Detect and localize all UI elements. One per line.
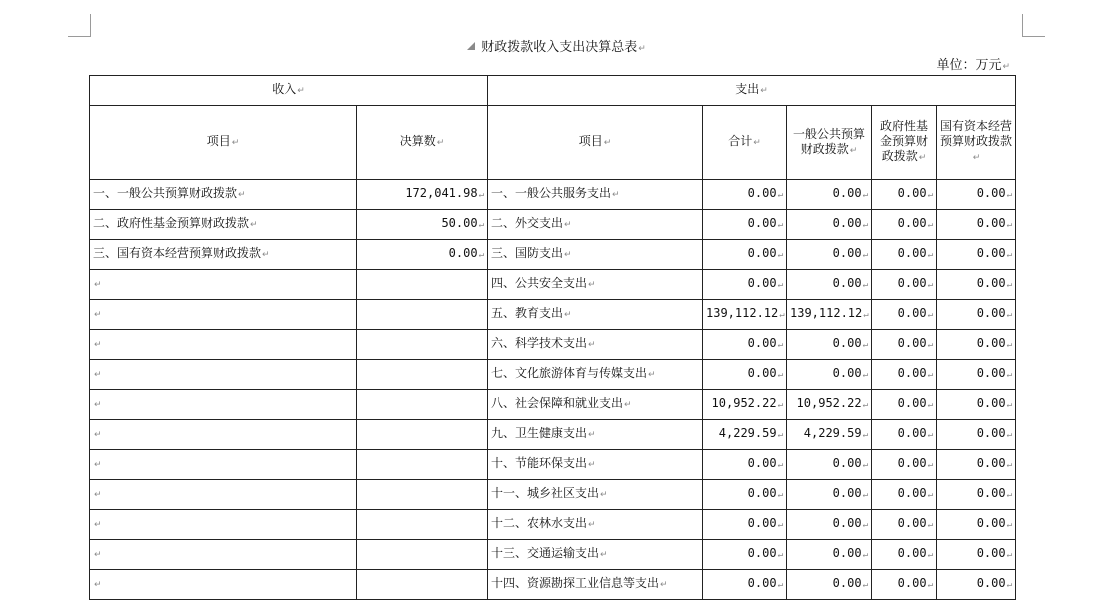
paragraph-mark-icon: ↵ [927, 250, 933, 260]
paragraph-mark-icon: ↵ [94, 370, 102, 380]
state-capital-cell: 0.00↵ [937, 210, 1016, 240]
budget-summary-table [89, 75, 1016, 600]
paragraph-mark-icon: ↵ [660, 580, 668, 590]
paragraph-mark-icon: ↵ [927, 460, 933, 470]
state-capital-cell: 0.00↵ [937, 240, 1016, 270]
gov-fund-cell: 0.00↵ [872, 360, 937, 390]
paragraph-mark-icon: ↵ [1006, 580, 1013, 590]
general-budget-cell: 0.00↵ [787, 210, 872, 240]
paragraph-mark-icon: ↵ [564, 250, 572, 260]
paragraph-mark-icon: ↵ [648, 370, 656, 380]
gov-fund-cell: 0.00↵ [872, 330, 937, 360]
paragraph-mark-icon: ↵ [600, 550, 608, 560]
paragraph-mark-icon: ↵ [779, 310, 785, 320]
paragraph-mark-icon: ↵ [94, 460, 102, 470]
expense-item-header: 项目↵ [488, 106, 703, 180]
income-amount-cell [357, 360, 488, 390]
paragraph-mark-icon: ↵ [1006, 280, 1013, 290]
paragraph-mark-icon: ↵ [927, 490, 933, 500]
paragraph-mark-icon: ↵ [862, 460, 868, 470]
state-capital-cell: 0.00↵ [937, 540, 1016, 570]
paragraph-mark-icon: ↵ [588, 430, 596, 440]
state-capital-cell: 0.00↵ [937, 510, 1016, 540]
general-budget-cell: 0.00↵ [787, 180, 872, 210]
income-amount-cell [357, 450, 488, 480]
general-budget-cell: 0.00↵ [787, 480, 872, 510]
general-budget-cell: 0.00↵ [787, 240, 872, 270]
paragraph-mark-icon: ↵ [94, 310, 102, 320]
income-item-cell [90, 570, 357, 600]
table-row [90, 420, 1016, 450]
paragraph-mark-icon: ↵ [927, 310, 933, 320]
paragraph-mark-icon: ↵ [927, 340, 933, 350]
general-budget-cell: 0.00↵ [787, 570, 872, 600]
general-budget-cell: 0.00↵ [787, 510, 872, 540]
paragraph-mark-icon: ↵ [777, 580, 783, 590]
paragraph-mark-icon: ↵ [94, 430, 102, 440]
paragraph-mark-icon: ↵ [478, 250, 484, 260]
paragraph-mark-icon: ↵ [777, 550, 783, 560]
income-item-cell: 一、一般公共预算财政拨款↵ [90, 180, 357, 210]
income-amount-cell: 50.00↵ [357, 210, 488, 240]
paragraph-mark-icon: ↵ [862, 520, 868, 530]
income-amount-cell [357, 420, 488, 450]
income-amount-cell [357, 330, 488, 360]
paragraph-mark-icon: ↵ [862, 280, 868, 290]
state-capital-cell: 0.00↵ [937, 570, 1016, 600]
paragraph-mark-icon: ↵ [1006, 550, 1013, 560]
paragraph-mark-icon: ↵ [927, 580, 933, 590]
total-cell: 0.00↵ [703, 510, 787, 540]
paragraph-mark-icon: ↵ [1006, 430, 1013, 440]
total-cell: 139,112.12↵ [703, 300, 787, 330]
paragraph-mark-icon: ↵ [1006, 190, 1013, 200]
income-item-cell [90, 510, 357, 540]
expense-item-cell: 九、卫生健康支出↵ [488, 420, 703, 450]
income-amount-cell: 0.00↵ [357, 240, 488, 270]
header-row-group [90, 76, 1016, 106]
general-budget-cell: 0.00↵ [787, 540, 872, 570]
total-cell: 0.00↵ [703, 240, 787, 270]
expense-item-cell: 三、国防支出↵ [488, 240, 703, 270]
general-budget-cell: 0.00↵ [787, 450, 872, 480]
paragraph-mark-icon: ↵ [927, 400, 933, 410]
expense-item-cell: 四、公共安全支出↵ [488, 270, 703, 300]
table-row [90, 300, 1016, 330]
income-amount-cell [357, 390, 488, 420]
expense-item-cell: 十三、交通运输支出↵ [488, 540, 703, 570]
total-cell: 0.00↵ [703, 270, 787, 300]
expense-item-cell: 一、一般公共服务支出↵ [488, 180, 703, 210]
paragraph-mark-icon: ↵ [94, 580, 102, 590]
paragraph-mark-icon: ↵ [777, 190, 783, 200]
paragraph-mark-icon: ↵ [94, 550, 102, 560]
table-row [90, 390, 1016, 420]
state-capital-cell: 0.00↵ [937, 270, 1016, 300]
paragraph-mark-icon: ↵ [94, 520, 102, 530]
paragraph-mark-icon: ↵ [1006, 520, 1013, 530]
general-budget-cell: 10,952.22↵ [787, 390, 872, 420]
paragraph-mark-icon: ↵ [94, 490, 102, 500]
total-cell: 0.00↵ [703, 450, 787, 480]
unit-text: 单位：万元 [936, 58, 1002, 73]
paragraph-mark-icon: ↵ [564, 220, 572, 230]
paragraph-mark-icon: ↵ [927, 550, 933, 560]
income-item-cell: 三、国有资本经营预算财政拨款↵ [90, 240, 357, 270]
paragraph-mark-icon: ↵ [564, 310, 572, 320]
income-amount-cell [357, 540, 488, 570]
paragraph-mark-icon: ↵ [863, 310, 869, 320]
table-row [90, 180, 1016, 210]
paragraph-mark-icon: ↵ [1006, 490, 1013, 500]
paragraph-mark-icon: ↵ [478, 190, 484, 200]
table-row [90, 240, 1016, 270]
paragraph-mark-icon: ↵ [777, 340, 783, 350]
state-capital-cell: 0.00↵ [937, 360, 1016, 390]
paragraph-mark-icon: ↵ [777, 280, 783, 290]
income-item-cell [90, 540, 357, 570]
paragraph-mark-icon: ↵ [777, 400, 783, 410]
table-row [90, 540, 1016, 570]
income-amount-cell: 172,041.98↵ [357, 180, 488, 210]
income-item-header: 项目↵ [90, 106, 357, 180]
income-amount-header: 决算数↵ [357, 106, 488, 180]
total-cell: 0.00↵ [703, 330, 787, 360]
paragraph-mark-icon: ↵ [777, 460, 783, 470]
income-amount-cell [357, 480, 488, 510]
state-capital-header: 国有资本经营预算财政拨款↵ [937, 106, 1016, 180]
header-row-columns [90, 106, 1016, 180]
paragraph-mark-icon: ↵ [777, 430, 783, 440]
paragraph-mark-icon: ↵ [262, 250, 270, 260]
paragraph-mark-icon: ↵ [624, 400, 632, 410]
paragraph-mark-icon: ↵ [777, 520, 783, 530]
total-header: 合计↵ [703, 106, 787, 180]
general-budget-cell: 0.00↵ [787, 360, 872, 390]
paragraph-mark-icon: ↵ [862, 220, 868, 230]
gov-fund-cell: 0.00↵ [872, 270, 937, 300]
document-title [0, 38, 1113, 58]
income-item-cell [90, 330, 357, 360]
general-budget-header: 一般公共预算财政拨款↵ [787, 106, 872, 180]
income-item-cell [90, 360, 357, 390]
expense-item-cell: 十四、资源勘探工业信息等支出↵ [488, 570, 703, 600]
paragraph-mark-icon: ↵ [588, 520, 596, 530]
paragraph-mark-icon: ↵ [927, 430, 933, 440]
total-cell: 10,952.22↵ [703, 390, 787, 420]
expense-item-cell: 七、文化旅游体育与传媒支出↵ [488, 360, 703, 390]
paragraph-mark-icon: ↵ [862, 550, 868, 560]
general-budget-cell: 4,229.59↵ [787, 420, 872, 450]
paragraph-mark-icon: ↵ [777, 220, 783, 230]
state-capital-cell: 0.00↵ [937, 180, 1016, 210]
unit-label [900, 56, 1010, 76]
paragraph-mark-icon: ↵ [862, 580, 868, 590]
gov-fund-cell: 0.00↵ [872, 300, 937, 330]
paragraph-mark-icon: ↵ [478, 220, 484, 230]
income-amount-cell [357, 570, 488, 600]
income-item-cell [90, 420, 357, 450]
paragraph-mark-icon: ↵ [1002, 62, 1010, 72]
paragraph-mark-icon: ↵ [1006, 370, 1013, 380]
paragraph-mark-icon: ↵ [612, 190, 620, 200]
expense-item-cell: 十、节能环保支出↵ [488, 450, 703, 480]
table-row [90, 480, 1016, 510]
income-amount-cell [357, 510, 488, 540]
paragraph-mark-icon: ↵ [927, 280, 933, 290]
expense-item-cell: 二、外交支出↵ [488, 210, 703, 240]
total-cell: 0.00↵ [703, 570, 787, 600]
paragraph-mark-icon: ↵ [1006, 310, 1013, 320]
expense-item-cell: 十一、城乡社区支出↵ [488, 480, 703, 510]
paragraph-mark-icon: ↵ [588, 340, 596, 350]
paragraph-mark-icon: ↵ [777, 490, 783, 500]
paragraph-mark-icon: ↵ [862, 340, 868, 350]
state-capital-cell: 0.00↵ [937, 450, 1016, 480]
gov-fund-header: 政府性基金预算财政拨款↵ [872, 106, 937, 180]
table-row [90, 510, 1016, 540]
paragraph-mark-icon: ↵ [927, 520, 933, 530]
general-budget-cell: 139,112.12↵ [787, 300, 872, 330]
paragraph-mark-icon: ↵ [862, 490, 868, 500]
paragraph-mark-icon: ↵ [862, 400, 868, 410]
income-amount-cell [357, 300, 488, 330]
expense-item-cell: 八、社会保障和就业支出↵ [488, 390, 703, 420]
paragraph-mark-icon: ↵ [927, 370, 933, 380]
income-item-cell [90, 270, 357, 300]
paragraph-mark-icon: ↵ [588, 460, 596, 470]
income-item-cell [90, 300, 357, 330]
paragraph-mark-icon: ↵ [94, 280, 102, 290]
page-corner-mark-right [1022, 14, 1045, 37]
title-text: 财政拨款收入支出决算总表 [481, 40, 638, 55]
state-capital-cell: 0.00↵ [937, 480, 1016, 510]
paragraph-mark-icon: ↵ [638, 44, 646, 54]
paragraph-mark-icon: ↵ [927, 190, 933, 200]
state-capital-cell: 0.00↵ [937, 300, 1016, 330]
paragraph-mark-icon: ↵ [862, 190, 868, 200]
gov-fund-cell: 0.00↵ [872, 570, 937, 600]
income-item-cell [90, 450, 357, 480]
state-capital-cell: 0.00↵ [937, 390, 1016, 420]
expense-group-header: 支出↵ [488, 76, 1016, 106]
gov-fund-cell: 0.00↵ [872, 180, 937, 210]
gov-fund-cell: 0.00↵ [872, 390, 937, 420]
general-budget-cell: 0.00↵ [787, 330, 872, 360]
gov-fund-cell: 0.00↵ [872, 510, 937, 540]
total-cell: 0.00↵ [703, 360, 787, 390]
paragraph-mark-icon: ↵ [1006, 460, 1013, 470]
total-cell: 0.00↵ [703, 180, 787, 210]
gov-fund-cell: 0.00↵ [872, 540, 937, 570]
paragraph-mark-icon: ↵ [94, 340, 102, 350]
gov-fund-cell: 0.00↵ [872, 420, 937, 450]
gov-fund-cell: 0.00↵ [872, 450, 937, 480]
income-item-cell [90, 480, 357, 510]
income-item-cell: 二、政府性基金预算财政拨款↵ [90, 210, 357, 240]
state-capital-cell: 0.00↵ [937, 420, 1016, 450]
income-item-cell [90, 390, 357, 420]
paragraph-mark-icon: ↵ [1006, 340, 1013, 350]
paragraph-mark-icon: ↵ [600, 490, 608, 500]
paragraph-mark-icon: ↵ [777, 250, 783, 260]
income-amount-cell [357, 270, 488, 300]
table-row [90, 570, 1016, 600]
total-cell: 4,229.59↵ [703, 420, 787, 450]
gov-fund-cell: 0.00↵ [872, 210, 937, 240]
gov-fund-cell: 0.00↵ [872, 240, 937, 270]
anchor-triangle-icon [467, 42, 475, 50]
paragraph-mark-icon: ↵ [250, 220, 258, 230]
expense-item-cell: 六、科学技术支出↵ [488, 330, 703, 360]
paragraph-mark-icon: ↵ [862, 250, 868, 260]
expense-item-cell: 十二、农林水支出↵ [488, 510, 703, 540]
state-capital-cell: 0.00↵ [937, 330, 1016, 360]
paragraph-mark-icon: ↵ [862, 370, 868, 380]
gov-fund-cell: 0.00↵ [872, 480, 937, 510]
paragraph-mark-icon: ↵ [1006, 400, 1013, 410]
expense-item-cell: 五、教育支出↵ [488, 300, 703, 330]
total-cell: 0.00↵ [703, 480, 787, 510]
paragraph-mark-icon: ↵ [1006, 250, 1013, 260]
paragraph-mark-icon: ↵ [588, 280, 596, 290]
table-row [90, 450, 1016, 480]
total-cell: 0.00↵ [703, 540, 787, 570]
paragraph-mark-icon: ↵ [238, 190, 246, 200]
paragraph-mark-icon: ↵ [862, 430, 868, 440]
paragraph-mark-icon: ↵ [777, 370, 783, 380]
page-corner-mark-left [68, 14, 91, 37]
paragraph-mark-icon: ↵ [1006, 220, 1013, 230]
table-row [90, 330, 1016, 360]
income-group-header: 收入↵ [90, 76, 488, 106]
paragraph-mark-icon: ↵ [927, 220, 933, 230]
table-row [90, 210, 1016, 240]
table-row [90, 360, 1016, 390]
paragraph-mark-icon: ↵ [94, 400, 102, 410]
table-row [90, 270, 1016, 300]
total-cell: 0.00↵ [703, 210, 787, 240]
general-budget-cell: 0.00↵ [787, 270, 872, 300]
